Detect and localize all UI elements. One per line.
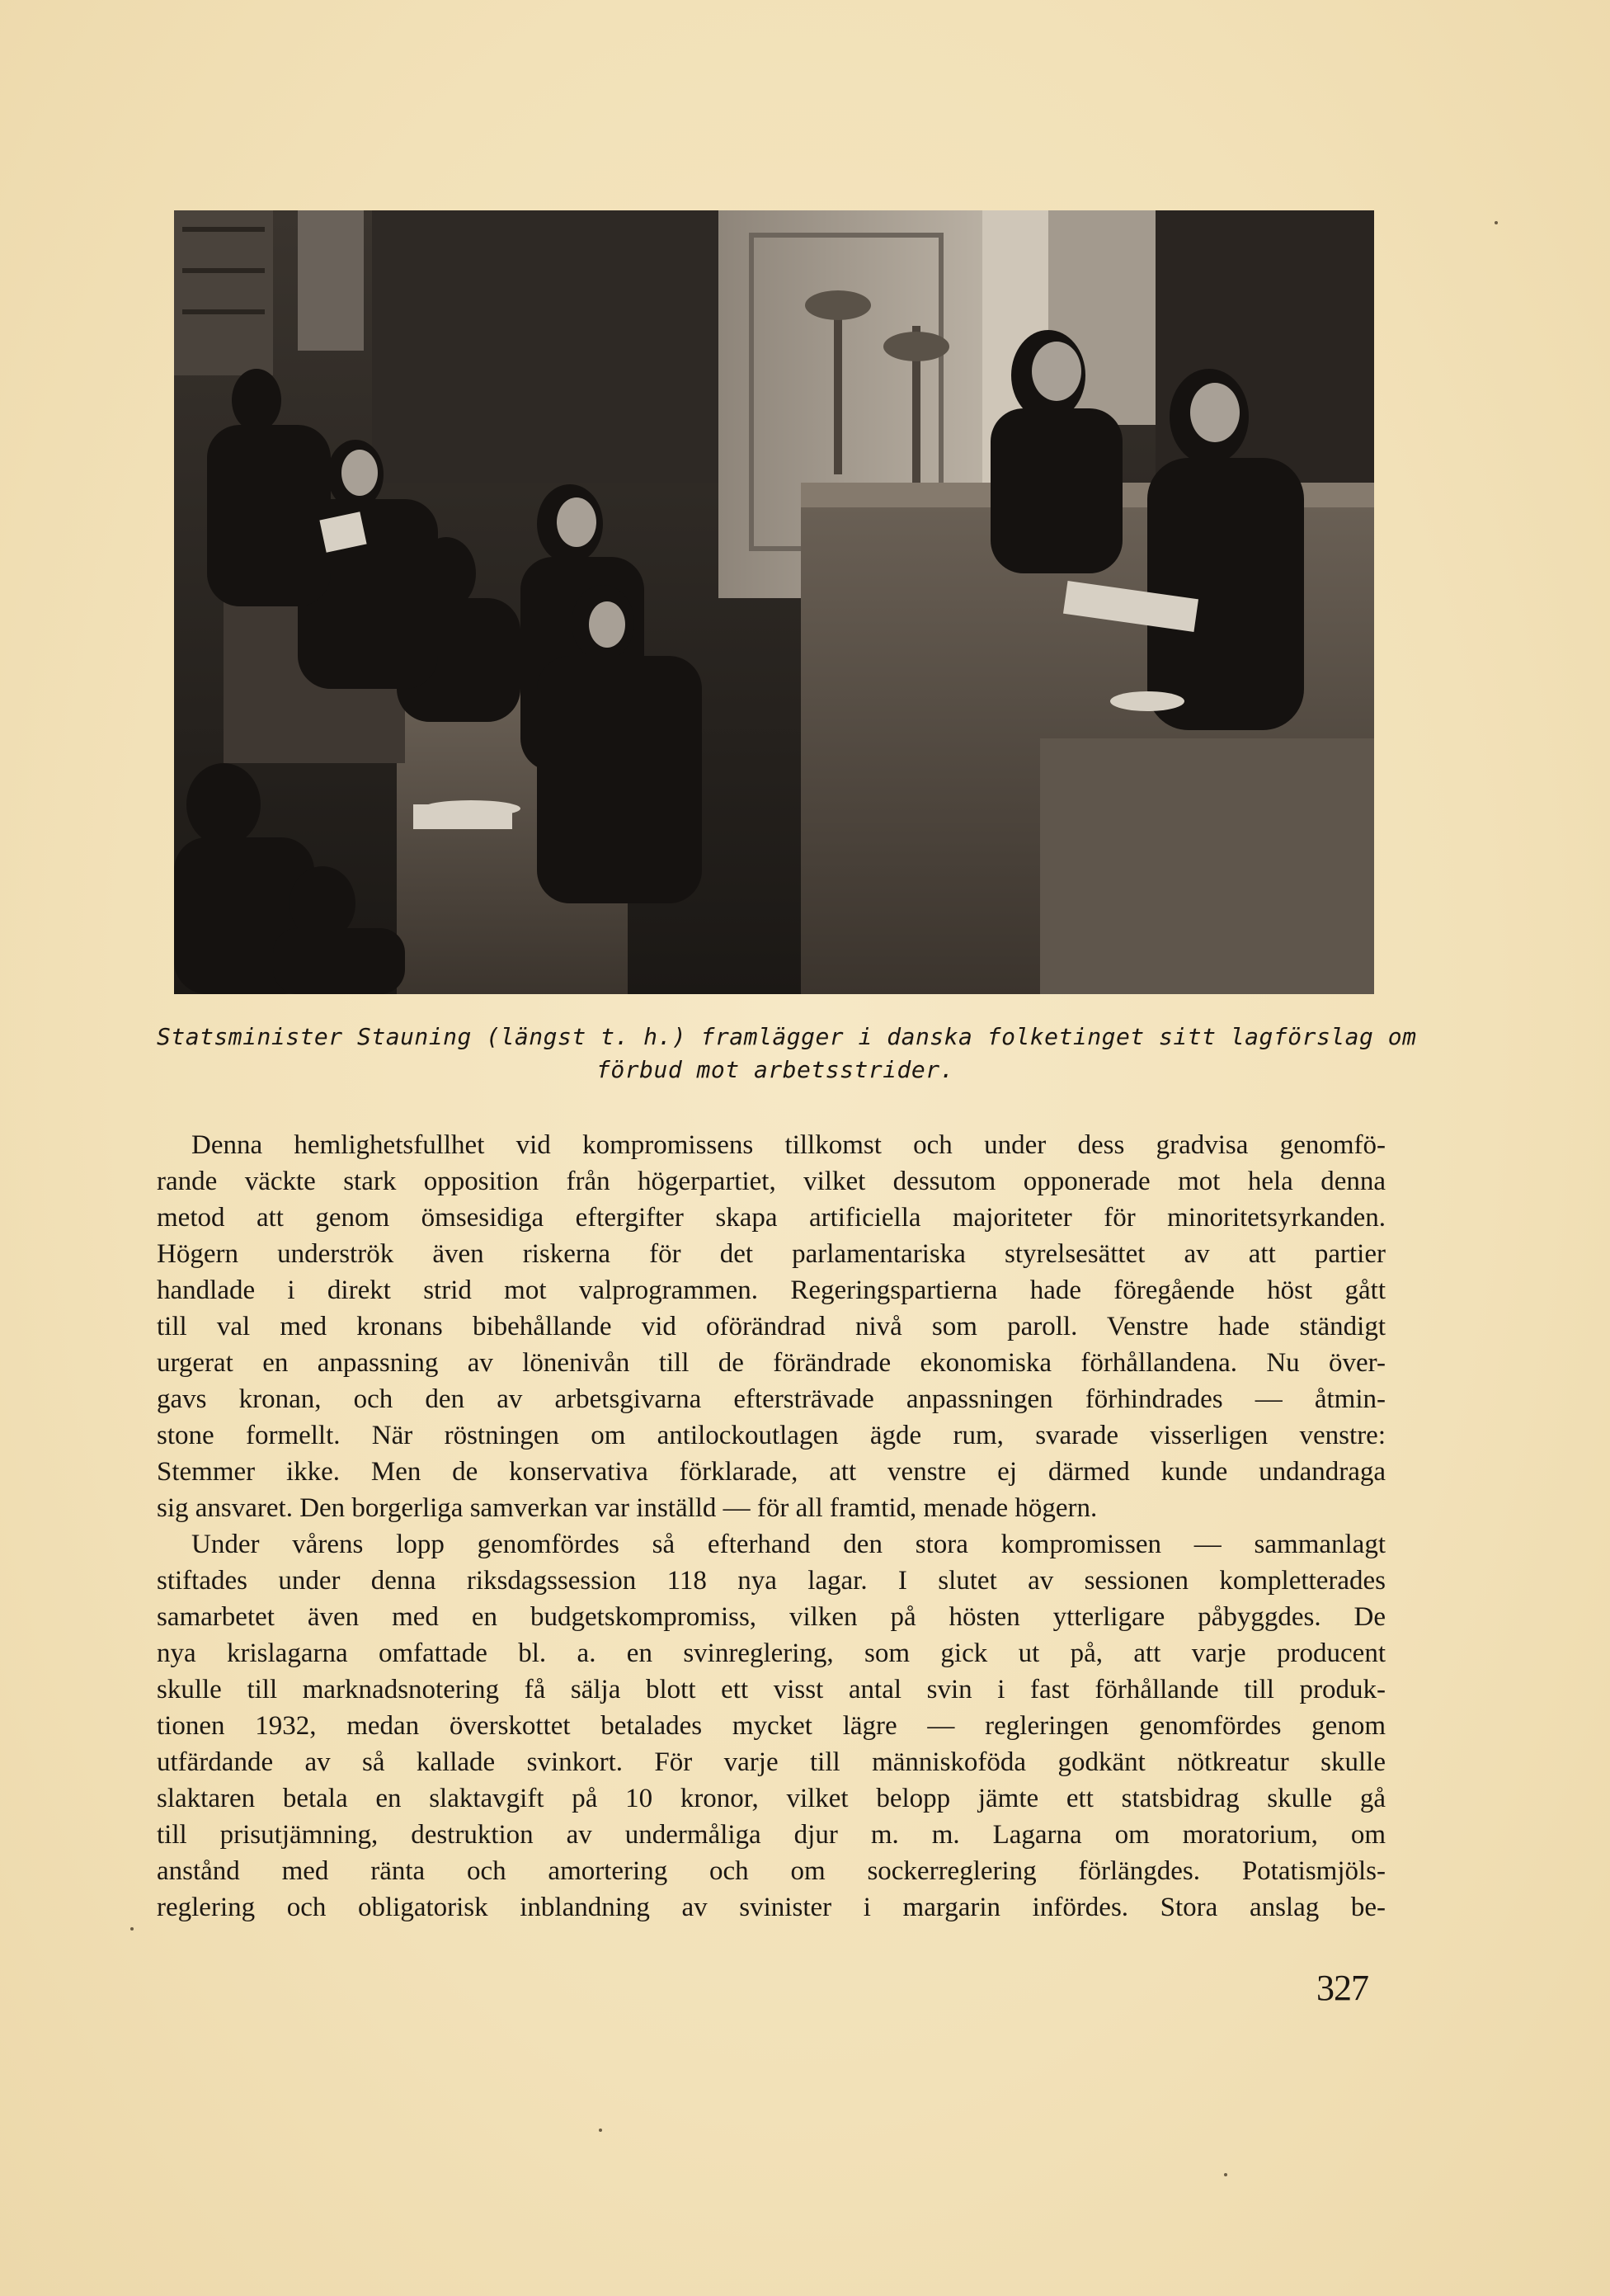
text-line: utfärdande av så kallade svinkort. För varje till människoföda godkänt nötkreatur skulle bbox=[157, 1747, 1386, 1777]
text-line: metod att genom ömsesidiga eftergifter skapa artificiella majoriteter för minoritetsyrkanden. bbox=[157, 1203, 1386, 1233]
page-number: 327 bbox=[1316, 1968, 1368, 2008]
text-line: samarbetet även med en budgetskompromiss, vilken på hösten ytterligare påbyggdes. De bbox=[157, 1602, 1386, 1632]
text-line: Högern underströk även riskerna för det parlamentariska styrelsesättet av att partier bbox=[157, 1239, 1386, 1269]
paper-speck bbox=[130, 1927, 134, 1931]
paper-speck bbox=[1495, 221, 1498, 224]
text-line: handlade i direkt strid mot valprogrammen. Regeringspartierna hade föregående höst gått bbox=[157, 1275, 1386, 1305]
text-line: gavs kronan, och den av arbetsgivarna eftersträvade anpassningen förhindrades — åtmin- bbox=[157, 1384, 1386, 1414]
body-text bbox=[157, 1127, 1386, 1926]
text-line: tionen 1932, medan överskottet betalades mycket lägre — regleringen genomfördes genom bbox=[157, 1711, 1386, 1741]
text-line: sig ansvaret. Den borgerliga samverkan var inställd — för all framtid, menade högern. bbox=[157, 1493, 1098, 1523]
text-line: slaktaren betala en slaktavgift på 10 kronor, vilket belopp jämte ett statsbidrag skulle gå bbox=[157, 1784, 1386, 1813]
text-line: till val med kronans bibehållande vid oförändrad nivå som paroll. Venstre hade ständigt bbox=[157, 1312, 1386, 1341]
text-line: Under vårens lopp genomfördes så efterhand den stora kompromissen — sammanlagt bbox=[191, 1530, 1386, 1559]
paper-speck bbox=[1224, 2173, 1227, 2176]
text-line: Stemmer ikke. Men de konservativa förklarade, att venstre ej därmed kunde undandraga bbox=[157, 1457, 1386, 1487]
text-line: stiftades under denna riksdagssession 118 nya lagar. I slutet av sessionen kompletterades bbox=[157, 1566, 1386, 1596]
photo-caption bbox=[157, 1021, 1417, 1087]
caption-line-2: förbud mot arbetsstrider. bbox=[596, 1056, 954, 1083]
text-line: reglering och obligatorisk inblandning av svinister i margarin infördes. Stora anslag be- bbox=[157, 1893, 1386, 1922]
paper-speck bbox=[599, 2129, 602, 2132]
parliament-photo-icon bbox=[174, 210, 1374, 994]
parliament-photo bbox=[174, 210, 1374, 994]
text-line: urgerat en anpassning av lönenivån till de förändrade ekonomiska förhållandena. Nu över- bbox=[157, 1348, 1386, 1378]
caption-line-1: Statsminister Stauning (längst t. h.) framlägger i danska folketinget sitt lagförslag om bbox=[157, 1023, 1417, 1050]
text-line: stone formellt. När röstningen om antilockoutlagen ägde rum, svarade visserligen venstre: bbox=[157, 1421, 1386, 1450]
text-line: till prisutjämning, destruktion av undermåliga djur m. m. Lagarna om moratorium, om bbox=[157, 1820, 1386, 1850]
text-line: Denna hemlighetsfullhet vid kompromissens tillkomst och under dess gradvisa genomfö- bbox=[191, 1130, 1386, 1160]
text-line: rande väckte stark opposition från högerpartiet, vilket dessutom opponerade mot hela denna bbox=[157, 1167, 1386, 1196]
text-line: nya krislagarna omfattade bl. a. en svinreglering, som gick ut på, att varje producent bbox=[157, 1638, 1386, 1668]
text-line: skulle till marknadsnotering få sälja blott ett visst antal svin i fast förhållande till produk- bbox=[157, 1675, 1386, 1704]
text-line: anstånd med ränta och amortering och om sockerreglering förlängdes. Potatismjöls- bbox=[157, 1856, 1386, 1886]
